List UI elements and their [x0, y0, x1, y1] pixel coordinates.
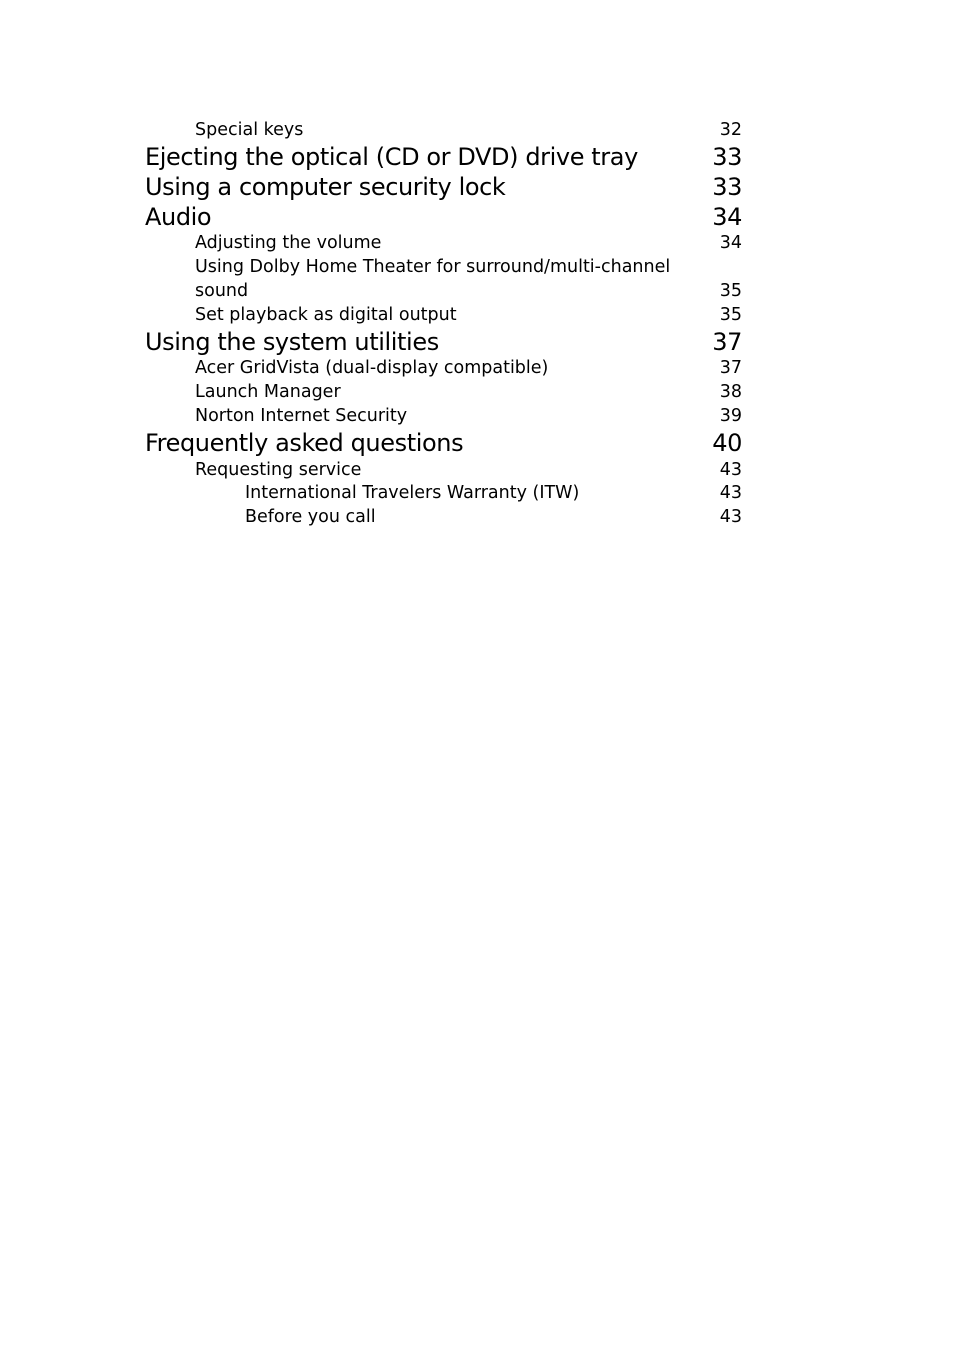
toc-heading-faq[interactable] — [0, 428, 954, 458]
toc-entry-page: 35 — [719, 305, 742, 325]
toc-entry-norton-internet-security[interactable] — [0, 404, 954, 428]
toc-heading-title: Using the system utilities — [145, 328, 439, 356]
toc-entry-title: Norton Internet Security — [195, 406, 408, 426]
toc-subentry-itw[interactable] — [0, 481, 954, 505]
toc-entry-page: 37 — [719, 358, 742, 378]
toc-entry-title: Launch Manager — [195, 382, 341, 402]
toc-entry-acer-gridvista[interactable] — [0, 356, 954, 380]
toc-heading-audio[interactable] — [0, 202, 954, 232]
toc-entry-title: Special keys — [195, 120, 304, 140]
toc-entry-title: Requesting service — [195, 460, 362, 480]
toc-heading-title: Audio — [145, 203, 212, 231]
toc-entry-page: 39 — [719, 406, 742, 426]
toc-entry-digital-output[interactable] — [0, 303, 954, 327]
toc-entry-page: 32 — [719, 120, 742, 140]
toc-subentry-page: 43 — [719, 507, 742, 527]
toc-entry-page: 38 — [719, 382, 742, 402]
toc-subentry-title: Before you call — [245, 507, 376, 527]
toc-entry-title: Using Dolby Home Theater for surround/multi-channel sound — [195, 257, 671, 301]
toc-entry-title: Set playback as digital output — [195, 305, 457, 325]
toc-heading-title: Frequently asked questions — [145, 429, 464, 457]
toc-heading-page: 33 — [712, 143, 742, 171]
toc-entry-page: 43 — [719, 460, 742, 480]
toc-subentry-page: 43 — [719, 483, 742, 503]
toc-entry-title: Adjusting the volume — [195, 233, 382, 253]
toc-entry-special-keys[interactable] — [0, 118, 954, 142]
toc-heading-title: Ejecting the optical (CD or DVD) drive tray — [145, 143, 638, 171]
toc-subentry-before-you-call[interactable] — [0, 505, 954, 529]
toc-heading-page: 37 — [712, 328, 742, 356]
toc-entry-page: 34 — [719, 233, 742, 253]
toc-entry-dolby-home-theater[interactable] — [0, 255, 954, 303]
toc-heading-system-utilities[interactable] — [0, 327, 954, 357]
toc-heading-title: Using a computer security lock — [145, 173, 506, 201]
toc-heading-ejecting-optical-drive[interactable] — [0, 142, 954, 172]
toc-heading-page: 40 — [712, 429, 742, 457]
toc-subentry-title: International Travelers Warranty (ITW) — [245, 483, 580, 503]
toc-heading-security-lock[interactable] — [0, 172, 954, 202]
toc-heading-page: 34 — [712, 203, 742, 231]
toc-entry-launch-manager[interactable] — [0, 380, 954, 404]
toc-entry-title: Acer GridVista (dual-display compatible) — [195, 358, 549, 378]
toc-entry-requesting-service[interactable] — [0, 458, 954, 482]
toc-heading-page: 33 — [712, 173, 742, 201]
toc-entry-adjusting-volume[interactable] — [0, 231, 954, 255]
toc-entry-page: 35 — [719, 281, 742, 301]
